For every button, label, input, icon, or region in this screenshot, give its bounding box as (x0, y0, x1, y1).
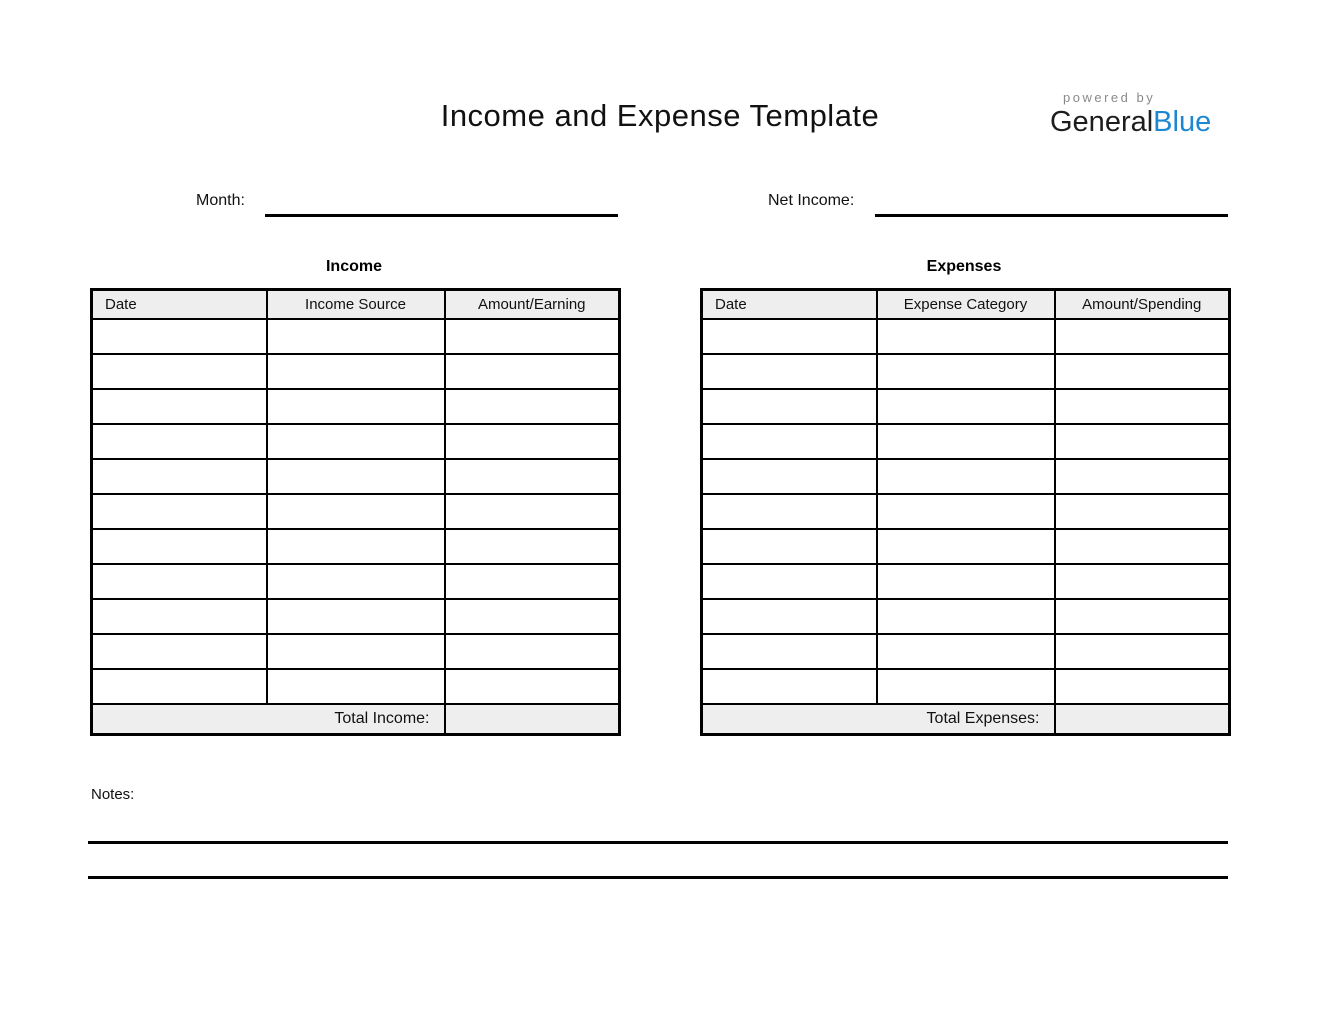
empty-cell (1055, 634, 1230, 669)
table-row (92, 424, 620, 459)
generalblue-logo (1050, 90, 1230, 138)
empty-cell (92, 319, 267, 354)
income-header-row (92, 290, 620, 319)
empty-cell (445, 634, 620, 669)
empty-cell (1055, 319, 1230, 354)
table-row (702, 494, 1230, 529)
empty-cell (1055, 529, 1230, 564)
empty-cell (267, 494, 445, 529)
empty-cell (702, 424, 877, 459)
table-row (702, 354, 1230, 389)
empty-cell (877, 424, 1055, 459)
empty-cell (267, 389, 445, 424)
empty-cell (445, 354, 620, 389)
brand-general: General (1050, 106, 1154, 138)
table-row (92, 564, 620, 599)
empty-cell (877, 389, 1055, 424)
empty-cell (877, 599, 1055, 634)
empty-cell (92, 424, 267, 459)
empty-cell (702, 354, 877, 389)
empty-cell (702, 459, 877, 494)
empty-cell (877, 564, 1055, 599)
table-row (92, 459, 620, 494)
empty-cell (877, 354, 1055, 389)
empty-cell (267, 669, 445, 704)
net-income-label: Net Income: (768, 192, 855, 209)
notes-fill-line-2 (88, 876, 1228, 879)
expenses-total-label: Total Expenses: (702, 704, 1055, 735)
page-title: Income and Expense Template (440, 98, 880, 133)
empty-cell (877, 494, 1055, 529)
empty-cell (92, 669, 267, 704)
expenses-table (700, 288, 1231, 736)
table-row (92, 389, 620, 424)
brand-name (1050, 106, 1230, 138)
empty-cell (1055, 354, 1230, 389)
empty-cell (877, 529, 1055, 564)
empty-cell (92, 459, 267, 494)
empty-cell (702, 319, 877, 354)
empty-cell (702, 599, 877, 634)
table-row (92, 669, 620, 704)
table-row (92, 354, 620, 389)
table-row (92, 494, 620, 529)
expenses-total-value (1055, 704, 1230, 735)
income-col-amount: Amount/Earning (445, 290, 620, 319)
income-section-title: Income (325, 258, 382, 275)
empty-cell (702, 529, 877, 564)
empty-cell (1055, 494, 1230, 529)
table-row (702, 529, 1230, 564)
expenses-total-row (702, 704, 1230, 735)
net-income-fill-line (875, 214, 1228, 217)
table-row (92, 319, 620, 354)
empty-cell (445, 494, 620, 529)
table-row (92, 634, 620, 669)
empty-cell (1055, 389, 1230, 424)
empty-cell (445, 564, 620, 599)
notes-label: Notes: (91, 786, 135, 803)
empty-cell (92, 354, 267, 389)
table-row (702, 599, 1230, 634)
empty-cell (267, 354, 445, 389)
income-total-label: Total Income: (92, 704, 445, 735)
income-table (90, 288, 621, 736)
empty-cell (445, 459, 620, 494)
empty-cell (92, 564, 267, 599)
brand-blue: Blue (1153, 106, 1212, 138)
empty-cell (267, 319, 445, 354)
table-row (702, 564, 1230, 599)
empty-cell (702, 564, 877, 599)
table-row (92, 529, 620, 564)
income-col-source: Income Source (267, 290, 445, 319)
empty-cell (1055, 424, 1230, 459)
empty-cell (92, 599, 267, 634)
empty-cell (267, 634, 445, 669)
empty-cell (92, 389, 267, 424)
empty-cell (877, 459, 1055, 494)
table-row (702, 389, 1230, 424)
empty-cell (267, 529, 445, 564)
empty-cell (92, 529, 267, 564)
empty-cell (267, 599, 445, 634)
expenses-header-row (702, 290, 1230, 319)
table-row (702, 459, 1230, 494)
empty-cell (445, 389, 620, 424)
empty-cell (877, 634, 1055, 669)
empty-cell (92, 634, 267, 669)
powered-by-text: powered by (1063, 90, 1156, 105)
empty-cell (877, 319, 1055, 354)
income-total-value (445, 704, 620, 735)
table-row (702, 634, 1230, 669)
empty-cell (1055, 564, 1230, 599)
empty-cell (267, 564, 445, 599)
empty-cell (702, 669, 877, 704)
empty-cell (877, 669, 1055, 704)
empty-cell (445, 319, 620, 354)
income-col-date: Date (92, 290, 267, 319)
empty-cell (1055, 599, 1230, 634)
empty-cell (445, 599, 620, 634)
table-row (702, 669, 1230, 704)
expenses-col-date: Date (702, 290, 877, 319)
empty-cell (445, 529, 620, 564)
empty-cell (1055, 669, 1230, 704)
income-total-row (92, 704, 620, 735)
table-row (92, 599, 620, 634)
expenses-section-title: Expenses (926, 258, 1002, 275)
empty-cell (702, 389, 877, 424)
empty-cell (702, 494, 877, 529)
expenses-col-category: Expense Category (877, 290, 1055, 319)
notes-fill-line-1 (88, 841, 1228, 844)
month-fill-line (265, 214, 618, 217)
empty-cell (445, 669, 620, 704)
empty-cell (445, 424, 620, 459)
expenses-col-amount: Amount/Spending (1055, 290, 1230, 319)
month-label: Month: (196, 192, 245, 209)
empty-cell (1055, 459, 1230, 494)
empty-cell (702, 634, 877, 669)
empty-cell (92, 494, 267, 529)
table-row (702, 319, 1230, 354)
empty-cell (267, 459, 445, 494)
table-row (702, 424, 1230, 459)
empty-cell (267, 424, 445, 459)
